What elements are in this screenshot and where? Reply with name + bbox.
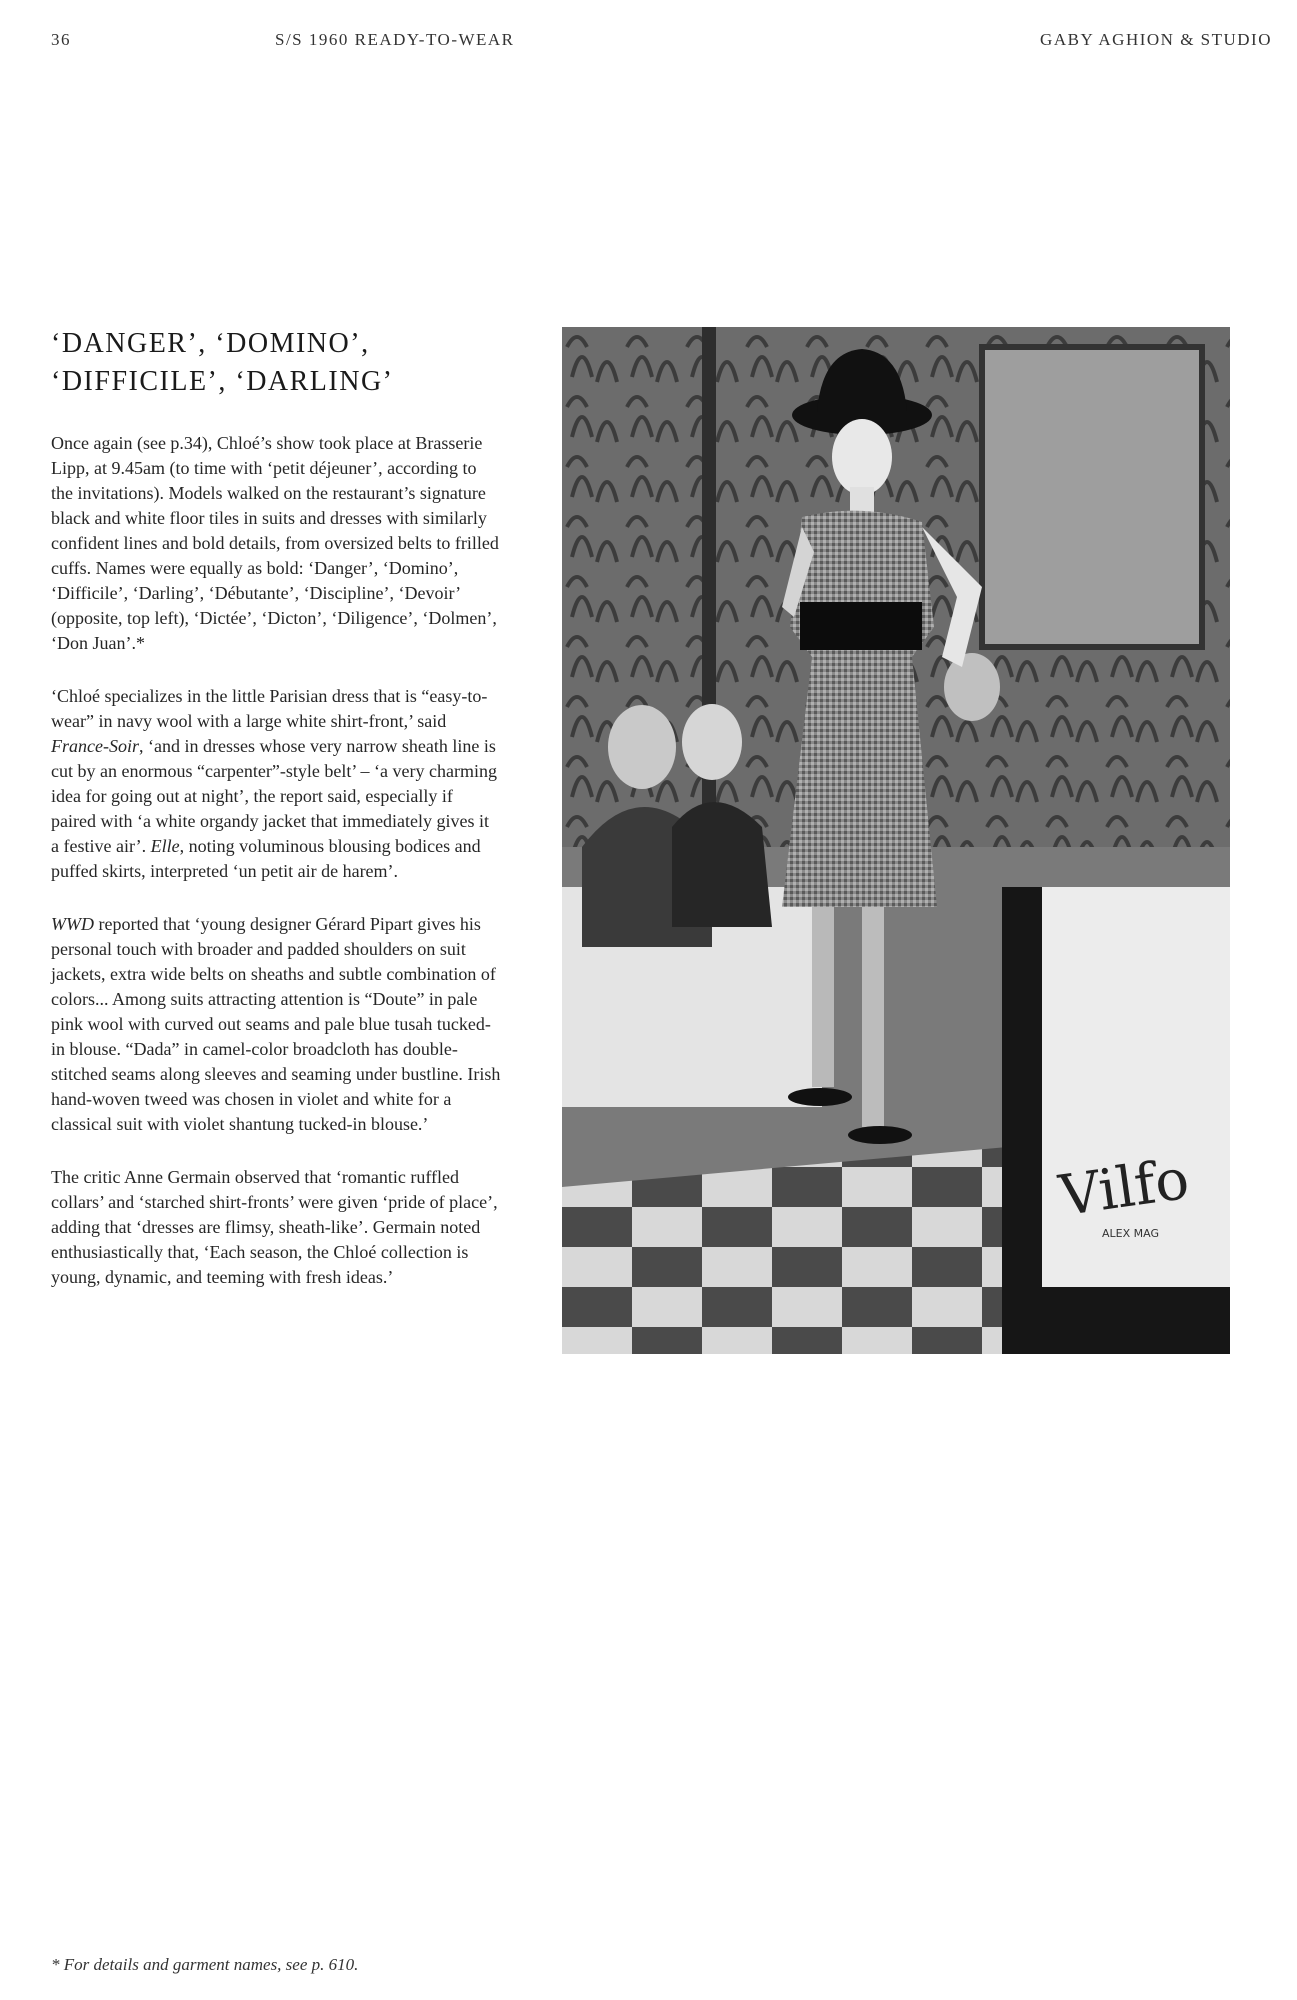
article-title-line-2: ‘DIFFICILE’, ‘DARLING’ xyxy=(51,366,394,397)
poster-subtext: ALEX MAG xyxy=(1102,1227,1159,1240)
poster-text: Vilfo xyxy=(1055,1146,1193,1230)
paragraph-2 xyxy=(51,684,501,884)
article-column xyxy=(51,325,501,1318)
running-header xyxy=(0,30,1297,60)
article-title-line-1: ‘DANGER’, ‘DOMINO’, xyxy=(51,328,370,359)
model-face xyxy=(832,419,892,495)
section-title: S/S 1960 READY-TO-WEAR xyxy=(275,30,515,49)
wide-belt xyxy=(800,602,922,650)
guest-1 xyxy=(608,705,676,789)
paragraph-2-source: France-Soir xyxy=(51,736,139,756)
article-title xyxy=(51,325,501,401)
paragraph-3-text: reported that ‘young designer Gérard Pipart gives his personal touch with broader and padded shoulders on suit jackets, extra wide belts on sheaths and subtle combination of colors... Among suits attracting attention is “Doute” in pale pink wool with curved out seams and pale blue tusah tucked-in blouse. “Dada” in camel-color broadcloth has double-stitched seams along sleeves and seaming under bustline. Irish hand-woven tweed was chosen in violet and white for a classical suit with violet shantung tucked-in blouse.’ xyxy=(51,914,501,1134)
page-number: 36 xyxy=(51,30,71,49)
runway-photograph xyxy=(562,327,1230,1354)
photo-illustration xyxy=(562,327,1230,1354)
footnote: * For details and garment names, see p. 610. xyxy=(51,1955,359,1974)
paragraph-2-text-a: ‘Chloé specializes in the little Parisian dress that is “easy-to-wear” in navy wool with a large white shirt-front,’ said xyxy=(51,686,488,731)
paragraph-4: The critic Anne Germain observed that ‘romantic ruffled collars’ and ‘starched shirt-fronts’ were given ‘pride of place’, adding that ‘dresses are flimsy, sheath-like’. Germain noted enthusiastically that, ‘Each season, the Chloé collection is young, dynamic, and teeming with fresh ideas.’ xyxy=(51,1167,498,1287)
paragraph-3 xyxy=(51,912,501,1137)
paragraph-1: Once again (see p.34), Chloé’s show took place at Brasserie Lipp, at 9.45am (to time with ‘petit déjeuner’, according to the invitations). Models walked on the restaurant’s signature black and white floor tiles in suits and dresses with similarly confident lines and bold details, from oversized belts to frilled cuffs. Names were equally as bold: ‘Danger’, ‘Domino’, ‘Difficile’, ‘Darling’, ‘Débutante’, ‘Discipline’, ‘Devoir’ (opposite, top left), ‘Dictée’, ‘Dicton’, ‘Diligence’, ‘Dolmen’, ‘Don Juan’.* xyxy=(51,433,499,653)
brand-title: GABY AGHION & STUDIO xyxy=(1040,30,1272,49)
mirror-panel xyxy=(982,347,1202,647)
paragraph-2-text-c: , noting voluminous blousing bodices and puffed skirts, interpreted ‘un petit air de harem’. xyxy=(51,836,481,881)
paragraph-2-magazine: Elle xyxy=(150,836,180,856)
paragraph-2-text-b: , ‘and in dresses whose very narrow sheath line is cut by an enormous “carpenter”-style belt’ – ‘a very charming idea for going out at night’, the report said, especially if paired with ‘a white organdy jacket that immediately gives it a festive air’. xyxy=(51,736,497,856)
guest-2 xyxy=(682,704,742,780)
paragraph-3-source: WWD xyxy=(51,914,94,934)
